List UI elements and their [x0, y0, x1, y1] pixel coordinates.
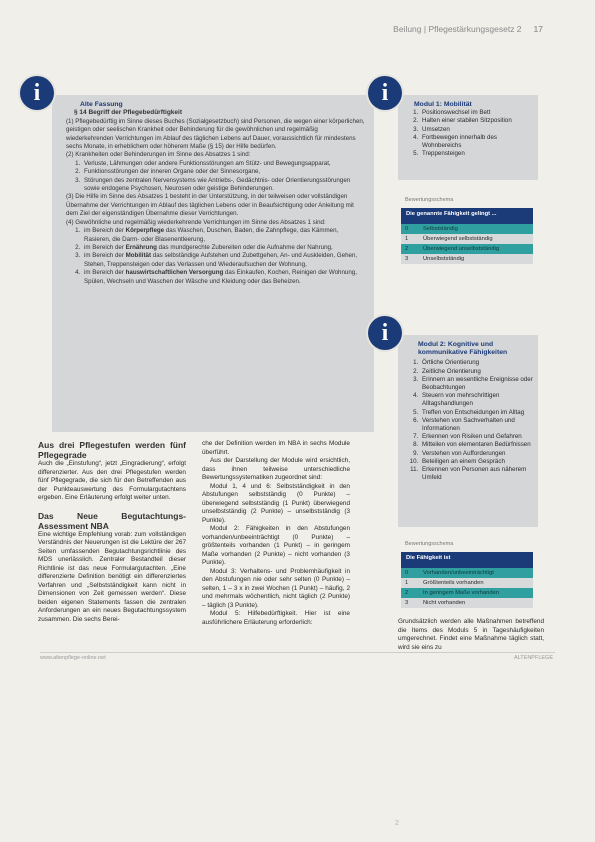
article-heading-1: Aus drei Pflegestufen werden fünf Pflegegrade: [38, 440, 186, 460]
table-row: 1 Überwiegend selbstständig: [401, 234, 533, 244]
article-paragraph: Modul 3: Verhaltens- und Problemhäufigkeit in den Abstufungen nie oder sehr selten (0 Punkte) – selten, 1 – 3 x in zwei Wochen (1 Punkt) – häufig, 2 und mehrmals wöchentlich, nicht täglich (2 Punkte) – täglich (3 Punkte).: [202, 567, 350, 609]
list-item: 2. Funktionsstörungen der inneren Organe oder der Sinnesorgane,: [82, 168, 366, 176]
article-paragraph: Aus der Darstellung der Module wird ersichtlich, dass ihnen teilweise unterschiedliche Bewertungssystematiken zugeordnet sind:: [202, 457, 350, 481]
table-row: 2 In geringem Maße vorhanden: [401, 588, 533, 598]
list-item: 8. Mitteilen von elementaren Bedürfnissen: [420, 441, 534, 449]
article-paragraph: Auch die „Einstufung“, jetzt „Eingradierung“, erfolgt differenzierter. Aus den drei Pflegestufen werden fünf Pflegegrade, die sich für den Betreffenden aus der Punkteauswertung des Formulargutachtens ergeben. Eine Erläuterung erfolgt weiter unten.: [38, 460, 186, 501]
page-mark: 2: [395, 820, 399, 827]
old-paragraph-2: (2) Krankheiten oder Behinderungen im Sinne des Absatzes 1 sind:: [66, 151, 251, 159]
module1-box: [398, 95, 538, 180]
old-version-title: Alte Fassung: [80, 101, 123, 108]
list-item: 4. Fortbewegen innerhalb des Wohnbereichs: [420, 134, 534, 150]
list-item: 3. Störungen des zentralen Nervensystems wie Antriebs-, Gedächtnis- oder Orientierungsstörungen sowie endogene Psychosen, Neurosen oder geistige Behinderungen.: [82, 177, 366, 194]
info-icon: i: [20, 76, 54, 110]
old-version-section: § 14 Begriff der Pflegebedürftigkeit: [74, 109, 182, 117]
article-paragraph: Modul 2: Fähigkeiten in den Abstufungen vorhanden/unbeeinträchtigt (0 Punkte) – größtenteils vorhanden (1 Punkt) – in geringem Maße vorhanden (2 Punkte) – nicht vorhanden (3 Punkte).: [202, 525, 350, 566]
table-row: 3 Unselbstständig: [401, 254, 533, 264]
footer-magazine: ALTENPFLEGE: [513, 655, 553, 661]
list-item: 4. Steuern von mehrschrittigen Alltagshandlungen: [420, 392, 534, 408]
list-item: 3. im Bereich der Mobilität das selbständige Aufstehen und Zubettgehen, An- und Auskleiden, Gehen, Stehen, Treppensteigen oder das Verlassen und Wiederaufsuchen der Wohnung,: [82, 252, 366, 269]
list-item: 1. Positionswechsel im Bett: [420, 109, 534, 117]
info-icon: i: [368, 316, 402, 350]
module2-scale-table: [401, 552, 533, 608]
module1-scale-table: [401, 208, 533, 264]
article-column-2: [202, 440, 350, 627]
footer-website: www.altenpflege-online.net: [40, 655, 106, 661]
module1-scale-label: Bewertungsschema: [405, 197, 454, 203]
list-item: 9. Verstehen von Aufforderungen: [420, 450, 534, 458]
list-item: 2. Halten einer stabilen Sitzposition: [420, 117, 534, 125]
info-icon: i: [368, 76, 402, 110]
old-paragraph-4: (4) Gewöhnliche und regelmäßig wiederkehrende Verrichtungen im Sinne des Absatzes 1 sind:: [66, 218, 326, 226]
list-item: 5. Treppensteigen: [420, 150, 534, 158]
module2-title: Modul 2: Kognitive und kommunikative Fähigkeiten: [418, 341, 508, 357]
header-title: Beilung | Pflegestärkungsgesetz 2: [393, 24, 522, 34]
list-item: 4. im Bereich der hauswirtschaftlichen Versorgung das Einkaufen, Kochen, Reinigen der Wohnung, Spülen, Wechseln und Waschen der Wäsche und Kleidung oder das Beheizen.: [82, 269, 366, 286]
article-heading-2: Das Neue Begutachtungs-Assessment NBA: [38, 510, 186, 531]
old-version-box: [52, 95, 374, 432]
list-item: 11. Erkennen von Personen aus näherem Umfeld: [420, 466, 534, 482]
list-item: 1. Örtliche Orientierung: [420, 359, 534, 367]
old-list-4: [66, 227, 366, 286]
module2-scale-label: Bewertungsschema: [405, 541, 454, 547]
old-paragraph-1: (1) Pflegebedürftig im Sinne dieses Buches (Sozialgesetzbuch) sind Personen, die wegen einer körperlichen, geistigen oder seelischen Krankheit oder Behinderung für die gewöhnlichen und regelmäßig wiederkehrenden Verrichtungen im Ablauf des täglichen Lebens auf Dauer, voraussichtlich für mindestens sechs Monate, in erheblichem oder höherem Maße (§ 15) der Hilfe bedürfen.: [66, 117, 365, 151]
list-item: 10. Beteiligen an einem Gespräch: [420, 458, 534, 466]
article-paragraph: Grundsätzlich werden alle Maßnahmen betreffend die Items des Moduls 5 in Tageshäufigkeiten umgerechnet. Findet eine Maßnahme täglich statt, wird sie eins zu: [398, 618, 544, 651]
article-column-1: [38, 440, 186, 624]
article-paragraph: Modul 1, 4 und 6: Selbstständigkeit in den Abstufungen selbstständig (0 Punkte) – überwiegend selbstständig (1 Punkt) überwiegend unselbstständig (2 Punkte) – unselbstständig (3 Punkte).: [202, 482, 350, 524]
table-row: 0 Vorhanden/unbeeinträchtigt: [401, 568, 533, 578]
list-item: 3. Umsetzen: [420, 126, 534, 134]
module2-box: [398, 335, 538, 527]
old-paragraph-3: (3) Die Hilfe im Sinne des Absatzes 1 besteht in der Unterstützung, in der teilweisen oder vollständigen Übernahme der Verrichtungen im Ablauf des täglichen Lebens oder in Beaufsichtigung oder Anleitung mit dem Ziel der eigenständigen Übernahme dieser Verrichtungen.: [66, 193, 354, 218]
running-header: [393, 24, 543, 34]
footer-rule: [40, 652, 555, 653]
table-row: 3 Nicht vorhanden: [401, 598, 533, 608]
list-item: 1. Verluste, Lähmungen oder andere Funktionsstörungen am Stütz- und Bewegungsapparat,: [82, 160, 366, 168]
article-paragraph: che der Definition werden im NBA in sechs Module überführt.: [202, 440, 350, 456]
list-item: 7. Erkennen von Risiken und Gefahren: [420, 433, 534, 441]
module1-title: Modul 1: Mobilität: [414, 101, 472, 108]
article-column-3: [398, 618, 544, 652]
table-row: 2 Überwiegend unselbstständig: [401, 244, 533, 254]
scale-header: Die genannte Fähigkeit gelingt ...: [401, 208, 533, 224]
old-list-2: [66, 160, 366, 194]
list-item: 6. Verstehen von Sachverhalten und Informationen: [420, 417, 534, 433]
module2-list: [408, 359, 534, 482]
page-number: 17: [533, 24, 543, 34]
module1-list: [408, 109, 534, 158]
list-item: 5. Treffen von Entscheidungen im Alltag: [420, 409, 534, 417]
list-item: 1. im Bereich der Körperpflege das Waschen, Duschen, Baden, die Zahnpflege, das Kämmen, Rasieren, die Darm- oder Blasenentleerung,: [82, 227, 366, 244]
table-row: 0 Selbstständig: [401, 224, 533, 234]
list-item: 2. im Bereich der Ernährung das mundgerechte Zubereiten oder die Aufnahme der Nahrung,: [82, 244, 366, 252]
list-item: 3. Erinnern an wesentliche Ereignisse oder Beobachtungen: [420, 376, 534, 392]
article-paragraph: Modul 5: Hilfebedürftigkeit. Hier ist eine ausführlichere Erläuterung erforderlich:: [202, 610, 350, 626]
scale-header: Die Fähigkeit ist: [401, 552, 533, 568]
list-item: 2. Zeitliche Orientierung: [420, 368, 534, 376]
table-row: 1 Größtenteils vorhanden: [401, 578, 533, 588]
article-paragraph: Eine wichtige Empfehlung vorab: zum vollständigen Verständnis der Neuerungen ist die Lektüre der 267 Seiten umfassenden Begutachtungsrichtlinie des MDS unerlässlich. Zentraler Bestandteil dieser Richtlinie ist das neue Formulargutachten. „Eine differenzierte Definition benötigt ein differenziertes Verfahren und „Selbstständigkeit kann nicht in Dimensionen von Zeit gemessen werden“. Diese beiden eigenen Statements fassen die zentralen Anforderungen an ein neues Begutachtungssystem zusammen. Die sechs Berei-: [38, 530, 186, 623]
